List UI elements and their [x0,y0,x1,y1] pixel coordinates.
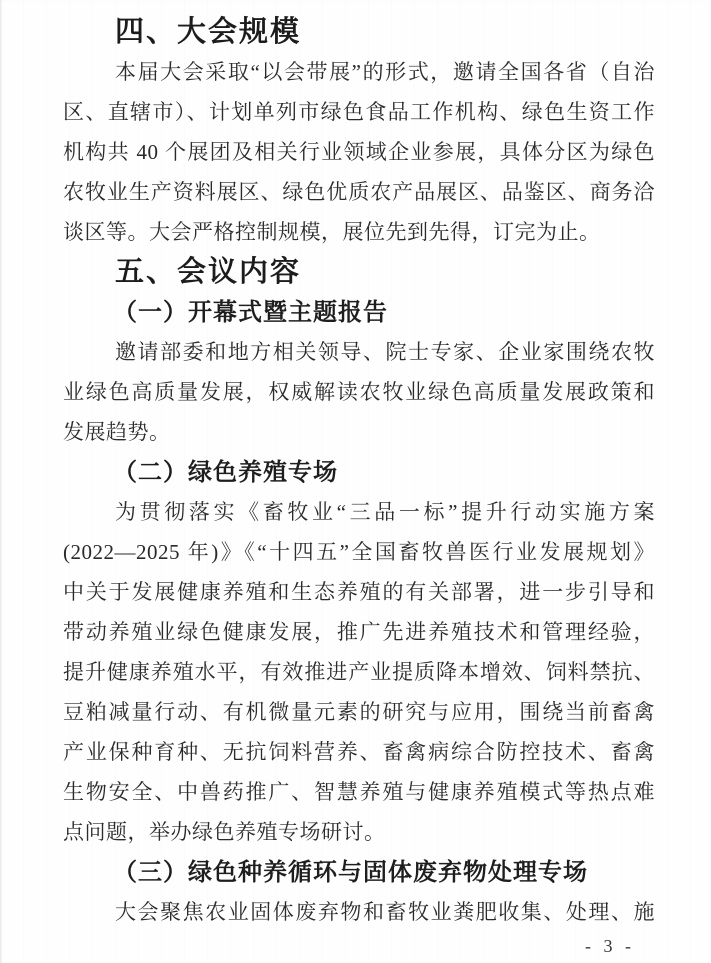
subsection-heading-1: （一）开幕式暨主题报告 [113,297,388,326]
paragraph-line: 邀请部委和地方相关领导、院士专家、企业家围绕农牧 [115,340,655,364]
paragraph-line: 中关于发展健康养殖和生态养殖的有关部署，进一步引导和 [63,580,655,604]
paragraph-line: 区、直辖市）、计划单列市绿色食品工作机构、绿色生资工作 [63,100,655,124]
paragraph-line: 豆粕减量行动、有机微量元素的研究与应用，围绕当前畜禽 [63,700,655,724]
paragraph-line: 产业保种育种、无抗饲料营养、畜禽病综合防控技术、畜禽 [63,740,655,764]
paragraph-line: 本届大会采取“以会带展”的形式，邀请全国各省（自治 [115,60,655,84]
paragraph-line: 发展趋势。 [63,420,171,444]
paragraph-line: 提升健康养殖水平，有效推进产业提质降本增效、饲料禁抗、 [63,660,655,684]
subsection-heading-2: （二）绿色养殖专场 [113,457,338,486]
paragraph-line: (2022—2025 年)》《“十四五”全国畜牧兽医行业发展规划》 [63,540,655,564]
paragraph-line: 谈区等。大会严格控制规模，展位先到先得，订完为止。 [63,220,601,244]
paragraph-line: 带动养殖业绿色健康发展，推广先进养殖技术和管理经验， [63,620,655,644]
paragraph-line: 生物安全、中兽药推广、智慧养殖与健康养殖模式等热点难 [63,780,655,804]
paragraph-line: 为贯彻落实《畜牧业“三品一标”提升行动实施方案 [115,500,655,524]
document-text-column [63,12,655,932]
page-number: - 3 - [585,936,635,956]
paragraph-line: 农牧业生产资料展区、绿色优质农产品展区、品鉴区、商务洽 [63,180,655,204]
subsection-heading-3: （三）绿色种养循环与固体废弃物处理专场 [113,857,588,886]
section-heading-5: 五、会议内容 [115,256,302,288]
paragraph-line: 大会聚焦农业固体废弃物和畜牧业粪肥收集、处理、施 [115,900,655,924]
section-heading-4: 四、大会规模 [115,16,302,48]
paragraph-line: 机构共 40 个展团及相关行业领域企业参展，具体分区为绿色 [63,140,655,164]
paragraph-line: 业绿色高质量发展，权威解读农牧业绿色高质量发展政策和 [63,380,655,404]
paragraph-line: 点问题，举办绿色养殖专场研讨。 [63,820,386,844]
